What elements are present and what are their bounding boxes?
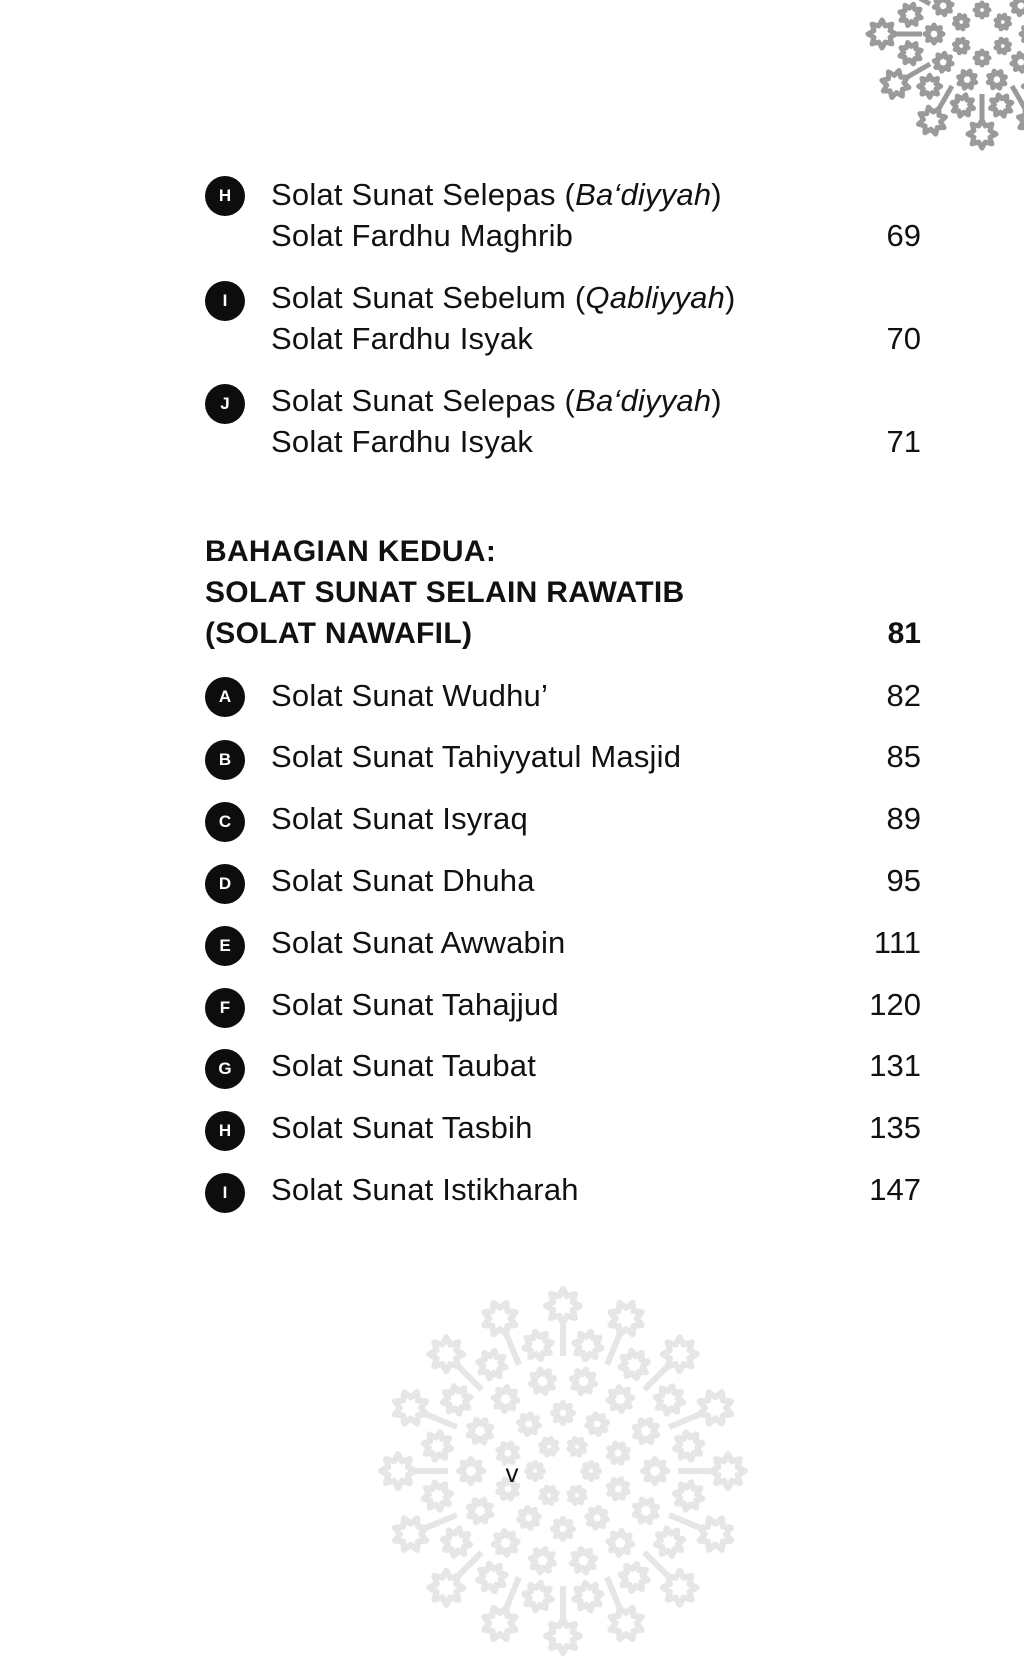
- entry-title: Solat Sunat Istikharah: [271, 1171, 579, 1209]
- entry-page-number: 71: [887, 423, 921, 461]
- letter-badge: I: [205, 281, 245, 321]
- toc-entry-a-wudhu: [205, 677, 921, 717]
- entry-page-number: 82: [887, 677, 921, 715]
- letter-badge: B: [205, 740, 245, 780]
- letter-badge: E: [205, 926, 245, 966]
- section-heading: [205, 533, 921, 653]
- page-folio: v: [0, 1456, 1024, 1490]
- entry-title: Solat Sunat Awwabin: [271, 924, 566, 962]
- entry-title: Solat Sunat Tasbih: [271, 1109, 533, 1147]
- toc-entry-j-isyak: [205, 382, 921, 462]
- entry-title: Solat Sunat Taubat: [271, 1047, 536, 1085]
- entry-title: Solat Sunat Tahajjud: [271, 986, 559, 1024]
- entry-page-number: 69: [887, 217, 921, 255]
- entry-page-number: 120: [869, 986, 921, 1024]
- toc-entry-h-tasbih: [205, 1109, 921, 1149]
- entry-title-line1: Solat Sunat Selepas (Ba‘diyyah): [271, 382, 722, 420]
- letter-badge: F: [205, 988, 245, 1028]
- toc-entry-i-isyak: [205, 279, 921, 359]
- section-heading-line3: (SOLAT NAWAFIL): [205, 615, 472, 653]
- entry-page-number: 147: [869, 1171, 921, 1209]
- toc-entry-e-awwabin: [205, 924, 921, 964]
- entry-title-line1: Solat Sunat Sebelum (Qabliyyah): [271, 279, 736, 317]
- entry-page-number: 89: [887, 800, 921, 838]
- section-heading-line2: SOLAT SUNAT SELAIN RAWATIB: [205, 574, 684, 612]
- entry-page-number: 111: [874, 924, 921, 962]
- toc-entry-b-tahiyyatul-masjid: [205, 738, 921, 778]
- toc-entry-f-tahajjud: [205, 986, 921, 1026]
- entry-page-number: 85: [887, 738, 921, 776]
- letter-badge: G: [205, 1049, 245, 1089]
- letter-badge: A: [205, 677, 245, 717]
- entry-title: Solat Sunat Isyraq: [271, 800, 528, 838]
- entry-page-number: 95: [887, 862, 921, 900]
- letter-badge: H: [205, 1111, 245, 1151]
- rosette-ornament-top-icon: [862, 0, 1024, 154]
- entry-title-line2: Solat Fardhu Maghrib: [271, 217, 573, 255]
- entry-title: Solat Sunat Wudhu’: [271, 677, 548, 715]
- entry-title-line2: Solat Fardhu Isyak: [271, 423, 533, 461]
- toc-entry-d-dhuha: [205, 862, 921, 902]
- entry-page-number: 70: [887, 320, 921, 358]
- letter-badge: C: [205, 802, 245, 842]
- toc-entry-c-isyraq: [205, 800, 921, 840]
- toc-entry-g-taubat: [205, 1047, 921, 1087]
- section-page-number: 81: [888, 615, 921, 653]
- toc-entry-i-istikharah: [205, 1171, 921, 1211]
- letter-badge: D: [205, 864, 245, 904]
- section-heading-line1: BAHAGIAN KEDUA:: [205, 533, 496, 571]
- entry-page-number: 131: [869, 1047, 921, 1085]
- entry-title-line2: Solat Fardhu Isyak: [271, 320, 533, 358]
- entry-title: Solat Sunat Dhuha: [271, 862, 535, 900]
- entry-page-number: 135: [869, 1109, 921, 1147]
- toc-entry-h-maghrib: [205, 176, 921, 256]
- letter-badge: H: [205, 176, 245, 216]
- letter-badge: I: [205, 1173, 245, 1213]
- entry-title: Solat Sunat Tahiyyatul Masjid: [271, 738, 681, 776]
- entry-title-line1: Solat Sunat Selepas (Ba‘diyyah): [271, 176, 722, 214]
- letter-badge: J: [205, 384, 245, 424]
